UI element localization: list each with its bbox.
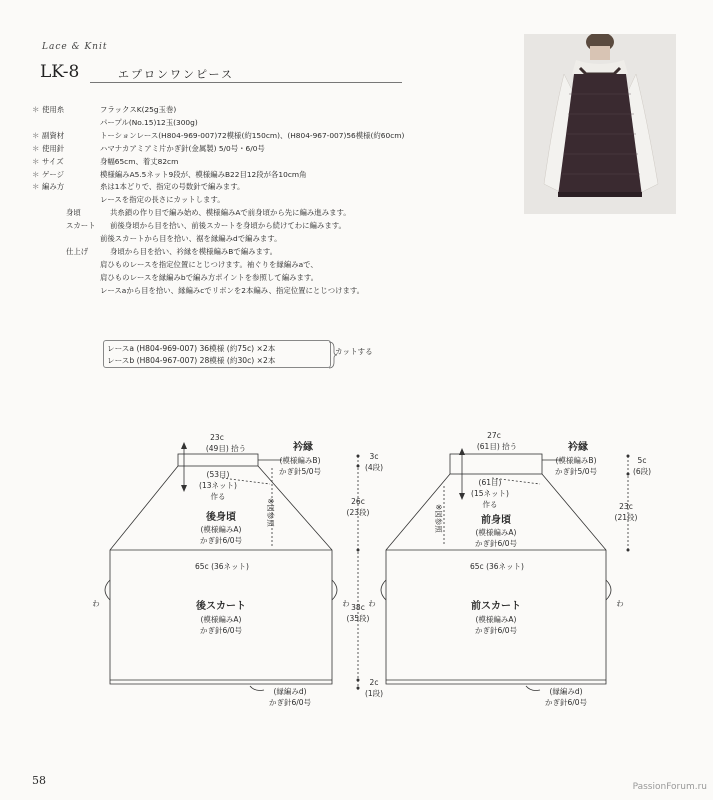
back-top-pickup: (49目) 拾う <box>205 444 247 453</box>
front-collar-title: 衿縁 <box>568 442 588 453</box>
front-collar-band <box>450 454 542 474</box>
back-collar-hook: かぎ針5/0号 <box>278 467 322 476</box>
front-start-nets: (15ネット) <box>471 489 509 498</box>
back-wa-left: わ <box>92 599 100 608</box>
spec-value: 模様編みA5.5ネット9段が、模様編みB22目12段が各10cm角 <box>100 169 307 179</box>
spec-mark: ＊ <box>32 169 40 179</box>
spec-value: 糸は1本どりで、指定の号数針で編みます。 <box>100 182 245 192</box>
series-title: Lace & Knit <box>42 42 108 52</box>
front-body-hook: かぎ針6/0号 <box>474 539 518 548</box>
pattern-code: LK-8 <box>40 62 80 82</box>
spec-value: 肩ひものレースを縁編みbで編み方ポイントを参照して編みます。 <box>100 272 319 282</box>
dim-6rows: (6段) <box>632 467 652 476</box>
dim-38c: 38c <box>351 603 365 612</box>
spec-value: 前後スカートから目を拾い、裾を縁編みdで編みます。 <box>100 234 282 244</box>
back-wa-right: わ <box>342 599 350 608</box>
front-wa-right: わ <box>616 599 624 608</box>
back-hem-hook: かぎ針6/0号 <box>268 698 312 707</box>
spec-label: 副資材 <box>42 130 65 140</box>
back-body-hook: かぎ針6/0号 <box>199 536 243 545</box>
back-hem-pattern: (縁編みd) <box>273 687 307 696</box>
page-number: 58 <box>32 774 46 787</box>
dim-21rows: (21段) <box>614 513 638 522</box>
spec-label: サイズ <box>42 156 64 166</box>
spec-label: 使用糸 <box>42 105 65 114</box>
dim-4rows: (4段) <box>364 463 384 472</box>
spec-value: 前後身頃から目を拾い、前後スカートを身頃から続けてわに編みます。 <box>110 221 346 231</box>
spec-label: 仕上げ <box>66 246 89 256</box>
front-body-pattern: (模様編みA) <box>475 528 517 537</box>
front-skirt-pattern: (模様編みA) <box>475 615 517 624</box>
back-collar-band <box>178 454 258 466</box>
spec-value: 身幅65cm、着丈82cm <box>100 156 179 166</box>
front-top-pickup: (61目) 拾う <box>476 442 518 451</box>
front-skirt-hook: かぎ針6/0号 <box>474 626 518 635</box>
spec-label: 使用針 <box>42 143 65 153</box>
dim-1row: (1段) <box>364 689 384 698</box>
spec-mark: ＊ <box>32 130 40 140</box>
back-skirt-pattern: (模様編みA) <box>200 615 242 624</box>
front-hem-hook: かぎ針6/0号 <box>544 698 588 707</box>
dim-2c: 2c <box>369 678 379 687</box>
back-top-width: 23c <box>210 433 224 442</box>
back-skirt-hook: かぎ針6/0号 <box>199 626 243 635</box>
pattern-title: エプロンワンピース <box>118 68 235 81</box>
spec-value: フラックスK(25g玉巻) <box>100 105 177 114</box>
front-skirt-title: 前スカート <box>471 601 521 612</box>
front-hem-pattern: (縁編みd) <box>549 687 583 696</box>
back-body-pattern: (模様編みA) <box>200 525 242 534</box>
dim-23rows: (23段) <box>346 508 370 517</box>
dim-35rows: (35段) <box>346 614 370 623</box>
front-start-stitches: (61目) <box>478 478 502 487</box>
back-start-nets: (13ネット) <box>199 481 237 490</box>
spec-value: パープル(No.15)12玉(300g) <box>100 117 198 127</box>
spec-mark: ＊ <box>32 182 40 192</box>
front-wa-left: わ <box>368 599 376 608</box>
back-skirt-title: 後スカート <box>196 601 246 612</box>
watermark: PassionForum.ru <box>632 782 707 792</box>
back-body-title: 後身頃 <box>206 512 236 523</box>
dim-3c: 3c <box>369 452 379 461</box>
spec-label: 身頃 <box>66 208 81 218</box>
front-width-label: 65c (36ネット) <box>470 562 524 571</box>
spec-mark: ＊ <box>32 156 40 166</box>
spec-label: スカート <box>66 221 96 231</box>
spec-mark: ＊ <box>32 105 40 114</box>
front-start-make: 作る <box>482 500 498 509</box>
lace-b-line: レースb (H804-967-007) 28模様 (約30c) ×2本 <box>107 356 276 365</box>
front-see-figure: ※図参照 <box>434 504 443 533</box>
spec-value: レースaから目を拾い、縁編みcでリボンを2本編み、指定位置にとじつけます。 <box>100 285 365 295</box>
spec-mark: ＊ <box>32 143 40 153</box>
front-body-title: 前身頃 <box>481 515 511 526</box>
dim-23c: 23c <box>619 502 633 511</box>
spec-value: 身頃から目を拾い、衿縁を模様編みBで編みます。 <box>110 246 278 256</box>
dim-26c: 26c <box>351 497 365 506</box>
spec-value: 共糸鎖の作り目で編み始め、模様編みAで前身頃から先に編み進みます。 <box>110 208 351 218</box>
back-see-figure: ※図参照 <box>266 498 275 527</box>
front-collar-hook: かぎ針5/0号 <box>554 467 598 476</box>
back-collar-title: 衿縁 <box>293 442 313 453</box>
spec-label: ゲージ <box>42 169 65 179</box>
dim-5c: 5c <box>637 456 647 465</box>
cut-note: カットする <box>335 347 373 356</box>
spec-label: 編み方 <box>42 182 65 192</box>
spec-value: レースを指定の長さにカットします。 <box>100 195 225 205</box>
back-collar-pattern: (模様編みB) <box>279 456 321 465</box>
spec-value: ハマナカアミアミ片かぎ針(金属製) 5/0号・6/0号 <box>100 143 265 153</box>
spec-value: 肩ひものレースを指定位置にとじつけます。袖ぐりを縁編みaで、 <box>100 259 318 269</box>
back-start-make: 作る <box>210 492 226 501</box>
front-top-width: 27c <box>487 431 501 440</box>
back-width-label: 65c (36ネット) <box>195 562 249 571</box>
spec-value: トーションレース(H804-969-007)72模様(約150cm)、(H804-967-007)56模様(約60cm) <box>100 130 405 140</box>
front-collar-pattern: (模様編みB) <box>555 456 597 465</box>
back-start-stitches: (53目) <box>206 470 230 479</box>
lace-a-line: レースa (H804-969-007) 36模様 (約75c) ×2本 <box>107 344 276 353</box>
